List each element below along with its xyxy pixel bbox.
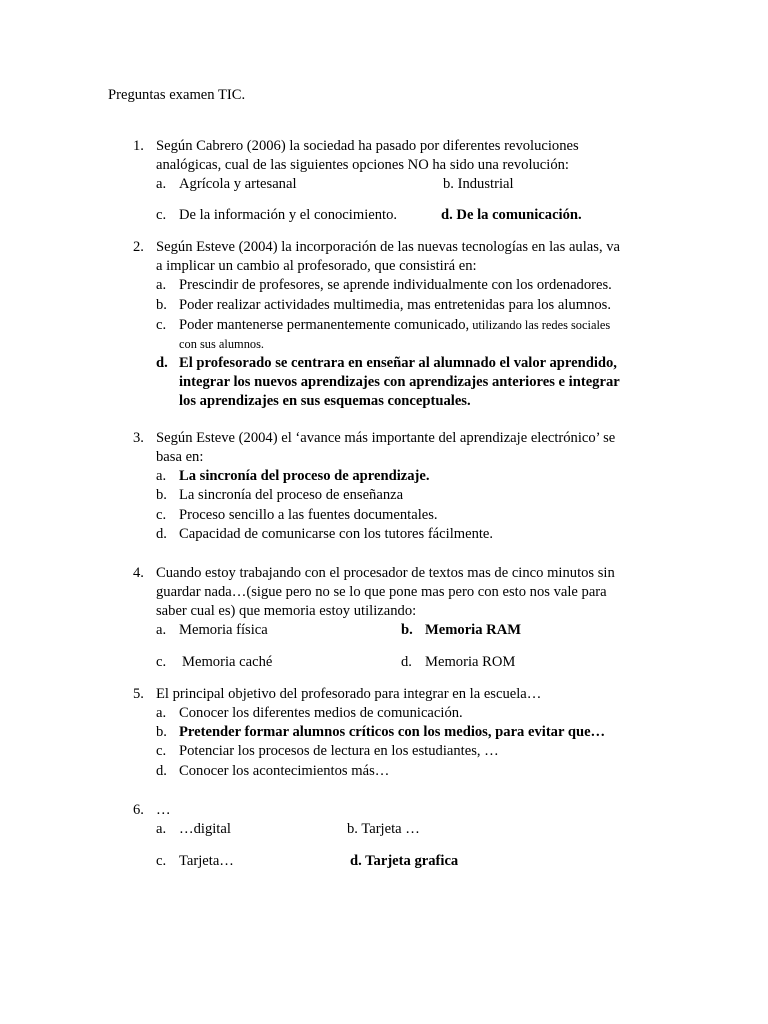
option-c: Memoria caché	[182, 654, 273, 670]
option-d-answer-line: los aprendizajes en sus esquemas conceptuales.	[179, 393, 471, 409]
option-letter: a.	[156, 468, 167, 484]
question-number: 2.	[133, 239, 144, 255]
option-d: Capacidad de comunicarse con los tutores fácilmente.	[179, 526, 494, 542]
option-letter: c.	[156, 207, 167, 223]
question-text-line: El principal objetivo del profesorado para integrar en la escuela…	[156, 686, 542, 702]
option-d: Memoria ROM	[425, 654, 516, 670]
option-c-main: Poder mantenerse permanentemente comunicado,	[179, 317, 470, 333]
option-letter: c.	[156, 654, 167, 670]
question-text-line: …	[156, 802, 171, 818]
question-text-line: Según Cabrero (2006) la sociedad ha pasado por diferentes revoluciones	[156, 138, 579, 154]
option-b: b. Tarjeta …	[347, 821, 420, 837]
option-letter: b.	[401, 622, 413, 638]
option-b: Poder realizar actividades multimedia, mas entretenidas para los alumnos.	[179, 297, 611, 313]
option-c: De la información y el conocimiento.	[179, 207, 398, 223]
option-letter: b.	[156, 724, 167, 740]
question-text-line: Según Esteve (2004) la incorporación de las nuevas tecnologías en las aulas, va	[156, 239, 621, 255]
option-letter: c.	[156, 743, 167, 759]
option-letter: a.	[156, 705, 167, 721]
question-text-line: analógicas, cual de las siguientes opciones NO ha sido una revolución:	[156, 157, 569, 173]
option-letter: c.	[156, 853, 167, 869]
option-c: Tarjeta…	[179, 853, 234, 869]
option-b-answer: Pretender formar alumnos críticos con los medios, para evitar que…	[179, 724, 606, 740]
question-text-line: Cuando estoy trabajando con el procesador de textos mas de cinco minutos sin	[156, 565, 615, 581]
question-text-line: basa en:	[156, 449, 204, 465]
option-c: Proceso sencillo a las fuentes documentales.	[179, 507, 438, 523]
option-letter: d.	[156, 355, 168, 371]
option-letter: d.	[401, 654, 412, 670]
option-d-answer: d. Tarjeta grafica	[350, 853, 459, 869]
option-a-answer: La sincronía del proceso de aprendizaje.	[179, 468, 430, 484]
option-b: b. Industrial	[443, 176, 514, 192]
option-letter: a.	[156, 277, 167, 293]
option-a: Prescindir de profesores, se aprende individualmente con los ordenadores.	[179, 277, 612, 293]
question-text-line: guardar nada…(sigue pero no se lo que pone mas pero con esto nos vale para	[156, 584, 607, 600]
option-a: …digital	[179, 821, 231, 837]
question-text-line: a implicar un cambio al profesorado, que consistirá en:	[156, 258, 477, 274]
option-a: Agrícola y artesanal	[179, 176, 297, 192]
option-c: Potenciar los procesos de lectura en los estudiantes, …	[179, 743, 499, 759]
question-number: 1.	[133, 138, 144, 154]
option-letter: a.	[156, 821, 167, 837]
option-letter: a.	[156, 176, 167, 192]
question-text-line: Según Esteve (2004) el ‘avance más importante del aprendizaje electrónico’ se	[156, 430, 616, 446]
option-a: Memoria física	[179, 622, 268, 638]
option-b-answer: Memoria RAM	[425, 622, 522, 638]
option-letter: c.	[156, 507, 167, 523]
document-title: Preguntas examen TIC.	[108, 87, 246, 103]
question-number: 5.	[133, 686, 144, 702]
question-number: 3.	[133, 430, 144, 446]
option-a: Conocer los diferentes medios de comunicación.	[179, 705, 463, 721]
option-letter: b.	[156, 297, 167, 313]
option-letter: d.	[156, 526, 167, 542]
option-c	[179, 316, 610, 335]
question-text-line: saber cual es) que memoria estoy utilizando:	[156, 603, 417, 619]
option-d-answer-line: integrar los nuevos aprendizajes con aprendizajes anteriores e integrar	[179, 374, 620, 390]
option-c-line2: con sus alumnos.	[179, 337, 265, 351]
option-letter: a.	[156, 622, 167, 638]
option-letter: c.	[156, 317, 167, 333]
question-number: 4.	[133, 565, 144, 581]
option-letter: d.	[156, 763, 167, 779]
option-letter: b.	[156, 487, 167, 503]
option-d-answer: d. De la comunicación.	[441, 207, 582, 223]
option-d: Conocer los acontecimientos más…	[179, 763, 390, 779]
option-d-answer-line: El profesorado se centrara en enseñar al alumnado el valor aprendido,	[179, 355, 617, 371]
question-number: 6.	[133, 802, 144, 818]
option-c-small: utilizando las redes sociales	[469, 318, 611, 332]
option-b: La sincronía del proceso de enseñanza	[179, 487, 404, 503]
